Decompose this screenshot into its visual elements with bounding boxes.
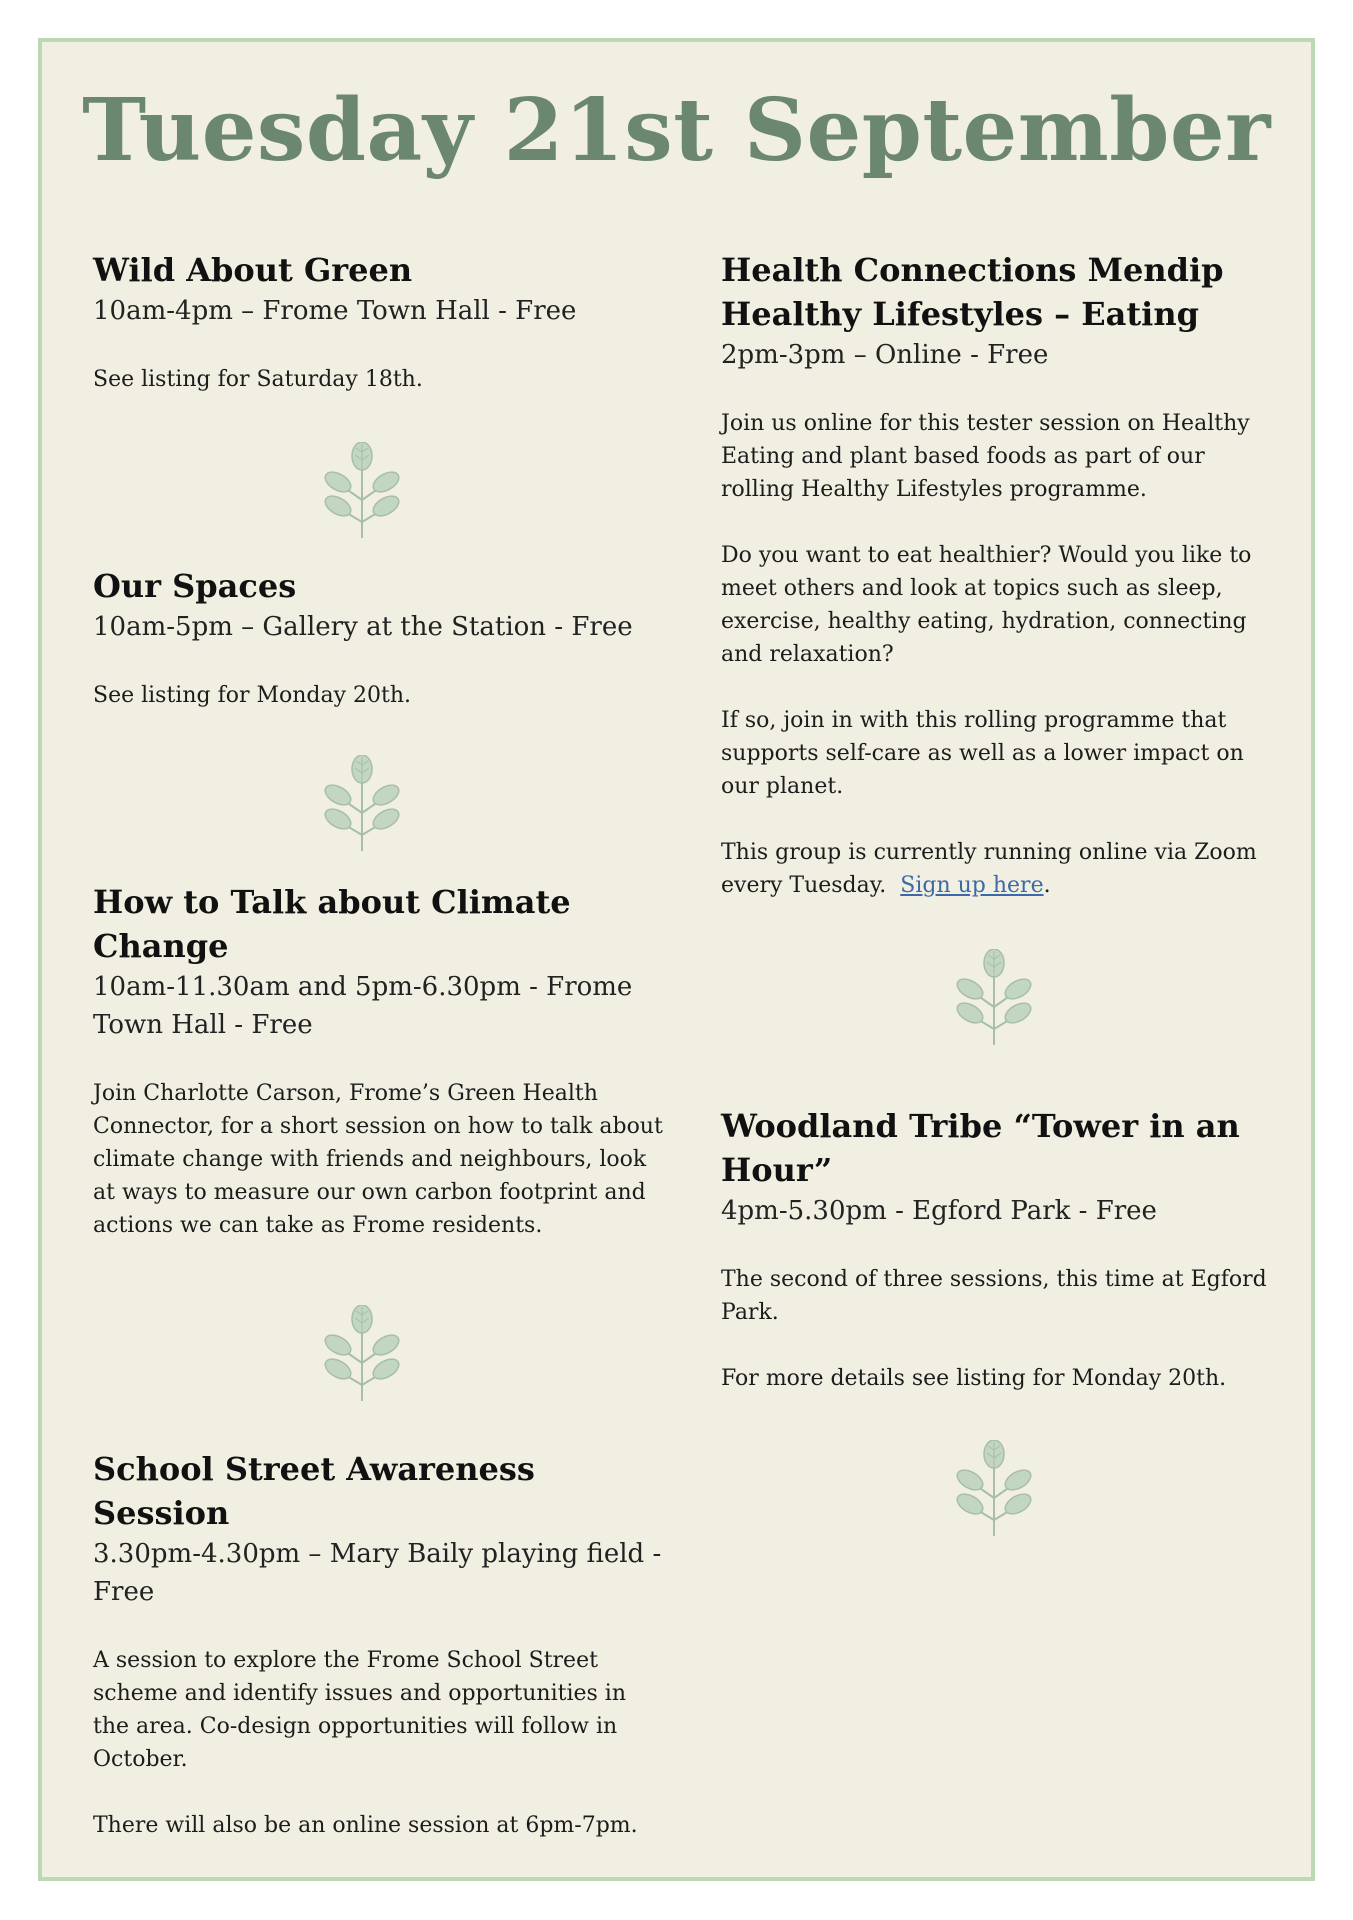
leaf-sprig-icon (952, 1440, 1036, 1536)
event-description: Do you want to eat healthier? Would you like to meet others and look at topics such as sleep, exercise, healthy eating, hydration, connecting and relaxation? (721, 543, 1252, 667)
leaf-sprig-icon (320, 442, 404, 538)
link-suffix: . (1043, 873, 1051, 898)
event-our-spaces (93, 564, 663, 712)
event-when: 3.30pm-4.30pm – Mary Baily playing field - Free (93, 1539, 662, 1607)
sign-up-link[interactable]: Sign up here (900, 873, 1044, 898)
event-title: Woodland Tribe “Tower in an Hour” (721, 1107, 1240, 1189)
event-when: 10am-4pm – Frome Town Hall - Free (93, 296, 577, 326)
event-when: 10am-5pm – Gallery at the Station - Free (93, 612, 633, 642)
event-title: How to Talk about Climate Change (93, 883, 571, 965)
event-description: A session to explore the Frome School Street scheme and identify issues and opportunities in the area. Co-design opportunities will follow in October. (93, 1648, 627, 1772)
event-health-connections (721, 248, 1281, 902)
page-frame (38, 38, 1315, 1881)
page-title: Tuesday 21st September (82, 80, 1271, 181)
event-title: School Street Awareness Session (93, 1450, 535, 1532)
event-description: Join us online for this tester session on Healthy Eating and plant based foods as part of our rolling Healthy Lifestyles programme. (721, 411, 1250, 502)
event-description: See listing for Saturday 18th. (93, 367, 423, 392)
event-climate-talk (93, 880, 663, 1242)
event-title: Wild About Green (93, 251, 413, 289)
event-description: If so, join in with this rolling programme that supports self-care as well as a lower impact on our planet. (721, 708, 1244, 799)
event-when: 10am-11.30am and 5pm-6.30pm - Frome Town Hall - Free (93, 972, 633, 1040)
zoom-text: This group is currently running online via Zoom every Tuesday. (721, 840, 1257, 898)
event-when: 4pm-5.30pm - Egford Park - Free (721, 1196, 1157, 1226)
leaf-sprig-icon (952, 949, 1036, 1045)
event-school-street (93, 1447, 663, 1842)
event-description: For more details see listing for Monday 20th. (721, 1366, 1227, 1391)
leaf-sprig-icon (320, 1305, 404, 1401)
event-description-zoom (721, 836, 1281, 902)
event-when: 2pm-3pm – Online - Free (721, 340, 1049, 370)
event-woodland-tribe (721, 1104, 1281, 1395)
event-description: The second of three sessions, this time at Egford Park. (721, 1267, 1267, 1325)
event-title: Our Spaces (93, 567, 297, 605)
leaf-sprig-icon (320, 755, 404, 851)
event-wild-about-green (93, 248, 663, 396)
event-description-extra: There will also be an online session at 6pm-7pm. (93, 1813, 638, 1838)
event-description: See listing for Monday 20th. (93, 683, 412, 708)
event-title: Health Connections Mendip Healthy Lifestyles – Eating (721, 251, 1224, 333)
event-description: Join Charlotte Carson, Frome’s Green Health Connector, for a short session on how to talk about climate change with friends and neighbours, look at ways to measure our own carbon footprint and actions we can take as Frome residents. (93, 1081, 663, 1238)
